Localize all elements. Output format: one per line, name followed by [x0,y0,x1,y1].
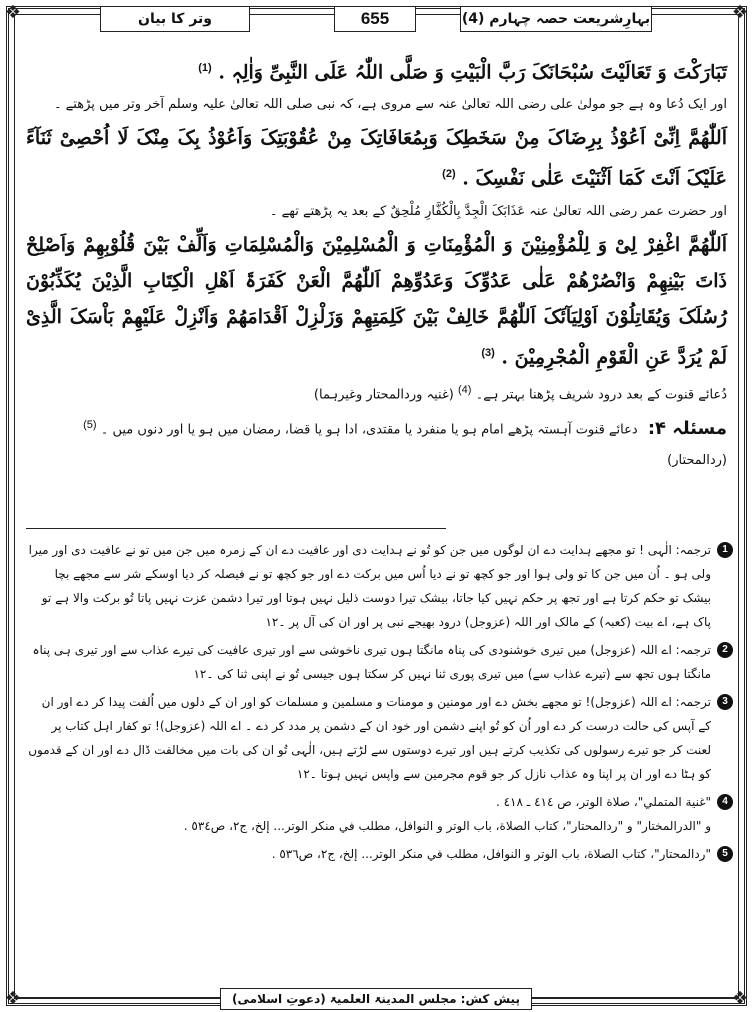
footnote-number: 2 [717,642,733,658]
arabic-dua-3: اَللّٰھُمَّ اغْفِرْ لِیْ وَ لِلْمُؤْمِنِیْنَ وَ الْمُؤْمِنَاتِ وَ الْمُسْلِمِیْنَ وَالْمُسْلِمَاتِ وَاَلِّفْ بَیْنَ قُلُوْبِھِمْ وَاَصْلِحْ ذَاتَ بَیْنِھِمْ وَانْصُرْھُمْ عَلٰی عَدُوِّکَ وَعَدُوِّھِمْ اَللّٰھُمَّ الْعَنْ کَفَرَۃَ اَھْلِ الْکِتَابِ الَّذِیْنَ یُکَذِّبُوْنَ رُسُلَکَ وَیُقَاتِلُوْنَ اَوْلِیَآئَکَ اَللّٰھُمَّ خَالِفْ بَیْنَ کَلِمَتِھِمْ وَزَلْزِلْ اَقْدَامَھُمْ وَاَنْزِلْ عَلَیْھِمْ بَاْسَکَ الَّذِیْ لَمْ یُرَدَّ عَنِ الْقَوْمِ الْمُجْرِمِیْنَ . $^{(3)}$ [26,233,727,368]
footnote-separator [26,528,446,529]
chapter-title: وتر کا بیان [100,6,250,32]
masala-label: مسئلہ ۴: [647,417,727,439]
footnote-number: 3 [717,694,733,710]
corner-ornament-icon: ❖ [4,2,22,23]
book-title: بہارِشریعت حصہ چہارم (4) [460,6,652,32]
footnote-number: 5 [717,846,733,862]
main-text [26,50,727,476]
footer-rule [532,998,739,999]
page-number: 655 [334,6,416,32]
footnote-ref: (3) [481,346,495,359]
footer-rule [14,998,220,999]
footnote-item: 3 ترجمہ: اے اللہ (عزوجل)! تو مجھے بخش دے اور مومنین و مومنات و مسلمین و مسلمات کو اور ان کے دلوں میں اُلفت پیدا کر دے اور ان کے آپس کی حالت درست کر دے اور اُن کو تُو اپنے دشمن اور خود ان کے دشمن پر مدد کر دے ۔ اے اللہ (عزوجل)! تو کفار اہل کتاب پر لعنت کر جو تیرے رسولوں کی تکذیب کرتے ہیں اور تیرے دوستوں سے لڑتے ہیں، الٰہی تُو ان کی بات میں مخالفت ڈال دے اور ان کے قدموں کو ہٹا دے اور ان پر اپنا وہ عذاب نازل کر جو قوم مجرمین سے واپس نہیں ہوتا ۔۱۲ [26,690,733,786]
footnote-item: 5 "ردالمحتار"، كتاب الصلاة، باب الوتر و النوافل، مطلب في منكر الوتر... إلخ، ج٢، ص٥٣٦ . [26,842,733,866]
footnote-item: 2 ترجمہ: اے اللہ (عزوجل) میں تیری خوشنودی کی پناہ مانگتا ہوں تیری ناخوشی سے اور تیری عافیت کی تیرے عذاب سے اور تیری ہی پناہ مانگتا ہوں تجھ سے (تیرے عذاب سے) میں تیری پوری ثنا نہیں کر سکتا ہوں جیسی تُو نے اپنی ثنا کی ۔۱۲ [26,638,733,686]
footnote-number: 4 [717,794,733,810]
footnote-ref: (1) [198,62,212,74]
arabic-dua-1: تَبَارَکْتَ وَ تَعَالَیْتَ سُبْحَانَکَ رَبَّ الْبَیْتِ وَ صَلَّی اللّٰہُ عَلَی النَّبِیِّ وَاٰلِہٖ . $^{(1)}$ [198,61,727,84]
corner-ornament-icon: ❖ [4,988,22,1009]
corner-ornament-icon: ❖ [731,2,749,23]
footnote-item: 4 "غنية المتملي"، صلاة الوتر، ص ٤١٤ ـ ٤١٨ . و "الدرالمختار" و "ردالمحتار"، كتاب الصلاة، باب الوتر و النوافل، مطلب في منكر الوتر... إلخ، ج٢، ص٥٣٤ . [26,790,733,838]
footnote-number: 1 [717,542,733,558]
source-citation: (غنیہ وردالمحتار وغیرہما) [313,387,454,403]
source-citation: (ردالمحتار) [667,452,727,468]
urdu-paragraph-1: اور ایک دُعا وہ ہے جو مولیٰ علی رضی اللہ تعالیٰ عنہ سے مروی ہے، کہ نبی صلی اللہ تعالیٰ علیہ وسلم آخر وتر میں پڑھتے ۔ [53,97,727,113]
footnote-ref: (4) [457,383,472,396]
footnote-ref: (5) [83,419,97,432]
arabic-dua-2: اَللّٰھُمَّ اِنِّیْ اَعُوْذُ بِرِضَاکَ مِنْ سَخَطِکَ وَبِمُعَافَاتِکَ مِنْ عُقُوْبَتِکَ وَاَعُوْذُ بِکَ مِنْکَ لَا اُحْصِیْ ثَنَآءً عَلَیْکَ اَنْتَ کَمَا اَثْنَیْتَ عَلٰی نَفْسِکَ . $^{(2)}$ [26,127,727,190]
footnote-item: 1 ترجمہ: الٰہی ! تو مجھے ہدایت دے ان لوگوں میں جن کو تُو نے ہدایت دی اور عافیت دے ان کے زمرہ میں جن میں تو نے عافیت دی اور میرا ولی ہو ۔ اُن میں جن کا تو ولی ہوا اور جو کچھ تو نے دیا اُس میں برکت دے اور جو کچھ تو نے فیصلہ کر دیا اوسکے شر سے مجھے بچا بیشک تو حکم کرتا ہے اور تجھ پر حکم نہیں کیا جاتا، بیشک تیرا دوست ذلیل نہیں ہوتا اور تیرا دشمن عزت نہیں پاتا تُو برکت والا ہے تو پاک ہے، اے بیت (کعبہ) کے مالک اور اللہ (عزوجل) درود بھیجے نبی پر اور ان کی آل پر ۔۱۲ [26,538,733,634]
footnotes [26,538,733,870]
corner-ornament-icon: ❖ [731,988,749,1009]
footnote-continuation: و "الدرالمختار" و "ردالمحتار"، كتاب الصلاة، باب الوتر و النوافل، مطلب في منكر الوتر... إلخ، ج٢، ص٥٣٤ . [183,819,711,833]
masala-paragraph: مسئلہ ۴: دعائے قنوت آہستہ پڑھے امام ہو یا منفرد یا مقتدی، ادا ہو یا قضا، رمضان میں ہو یا اور دنوں میں ۔ $^{(5)}$ [83,417,727,439]
footnote-ref: (2) [442,168,456,181]
publisher-footer: پیش کش: مجلس المدینۃ العلمیۃ (دعوتِ اسلامی) [220,988,532,1010]
urdu-paragraph-3: دُعائے قنوت کے بعد درود شریف پڑھنا بہتر ہے۔ $^{(4)}$ (غنیہ وردالمحتار وغیرہما) [313,383,727,403]
urdu-paragraph-2: اور حضرت عمر رضی اللہ تعالیٰ عنہ عَذَابَکَ الْجِدَّ بِالْکُفَّارِ مُلْحِقٌ کے بعد یہ پڑھتے تھے ۔ [269,203,727,219]
